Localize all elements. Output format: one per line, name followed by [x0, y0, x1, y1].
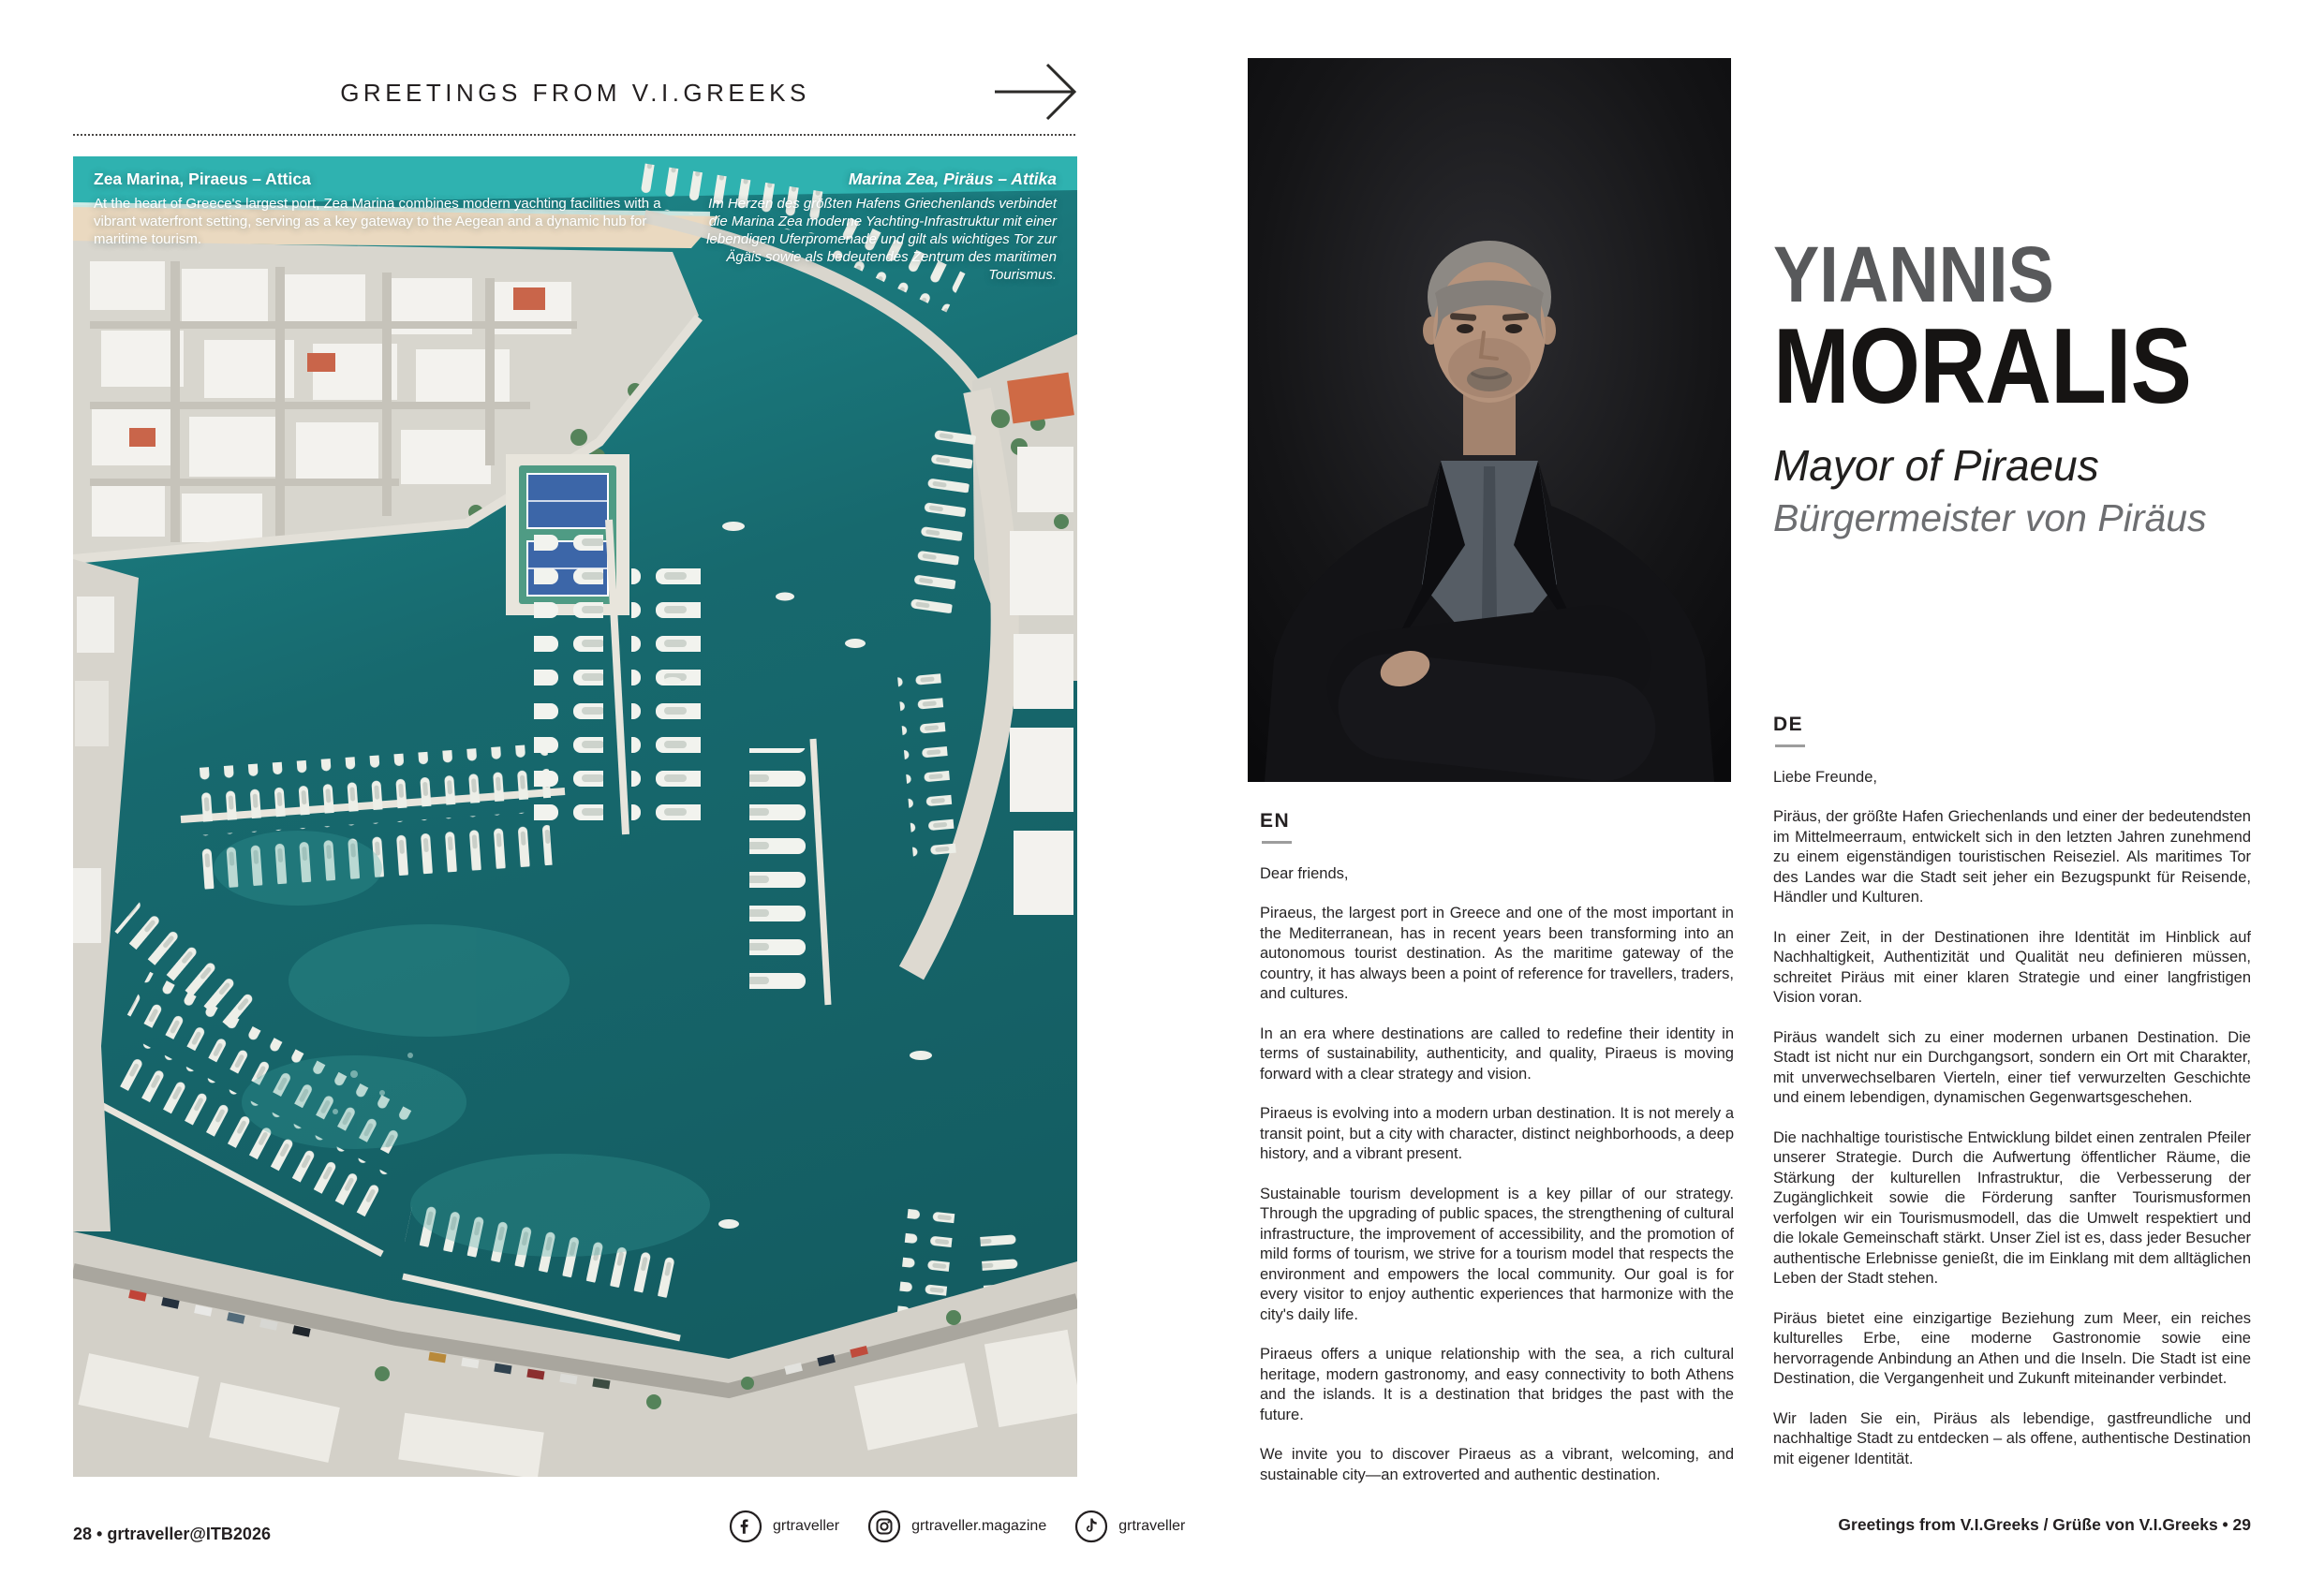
de-paragraph: Piräus wandelt sich zu einer modernen urbanen Destination. Die Stadt ist nicht nur ein Durchgangsort, sondern ein Ort mit Charakter, mit unverwechselbaren Vierteln, einer tief verwurzelten Geschichte und einem lebendigen, dynamischen Gegenwartsgeschehen.	[1773, 1028, 2251, 1106]
social-handles	[729, 1510, 1185, 1543]
marina-illustration	[73, 156, 1077, 1477]
letter-column-en	[1260, 811, 1734, 1505]
page-kicker: GREETINGS FROM V.I.GREEKS	[340, 79, 810, 107]
mayor-first-name: YIANNIS	[1773, 230, 2054, 318]
zea-marina-photo	[73, 156, 1077, 1477]
tiktok-handle: grtraveller	[1118, 1518, 1186, 1534]
letter-column-de	[1773, 715, 2251, 1489]
en-paragraph: Piraeus offers a unique relationship with the sea, a rich cultural heritage, modern gastronomy, and easy connectivity to both Athens and the islands. It is a destination that bridges the past with the future.	[1260, 1346, 1734, 1423]
en-paragraph: We invite you to discover Piraeus as a vibrant, welcoming, and sustainable city—an extroverted and authentic destination.	[1260, 1446, 1734, 1483]
instagram-icon	[867, 1510, 901, 1543]
de-label: DE	[1773, 714, 1804, 735]
footer-page-right: Greetings from V.I.Greeks / Grüße von V.I.Greeks • 29	[1838, 1515, 2251, 1534]
en-label-rule	[1262, 841, 1292, 844]
mayor-portrait-photo	[1248, 58, 1731, 782]
mayor-last-name: MORALIS	[1773, 307, 2192, 427]
tiktok-icon	[1074, 1510, 1108, 1543]
portrait-illustration	[1248, 58, 1731, 782]
en-paragraph: In an era where destinations are called to redefine their identity in terms of sustainability, authenticity, and quality, Piraeus is moving forward with a clear strategy and vision.	[1260, 1024, 1734, 1083]
caption-de-body: Im Herzen des größten Hafens Griechenlands verbindet die Marina Zea moderne Yachting-Infrastruktur mit einer lebendigen Uferpromenade und gilt als wichtiges Tor zur Ägäis sowie als bedeutendes Zentrum des maritimen Tourismus.	[706, 196, 1057, 283]
en-label: EN	[1260, 810, 1291, 832]
en-paragraph: Piraeus, the largest port in Greece and one of the most important in the Mediterranean, has in recent years been transforming into an autonomous tourist destination. As the maritime gateway of the country, it has always been a point of reference for travellers, traders, and cultures.	[1260, 905, 1734, 1002]
de-label-rule	[1775, 744, 1805, 747]
de-paragraph: Piräus, der größte Hafen Griechenlands und einer der bedeutendsten im Mittelmeerraum, entwickelt sich in den letzten Jahren zunehmend zu einem eigenständigen touristischen Reiseziel. Als maritimes Tor des Landes war die Stadt seit jeher ein Bezugspunkt für Reisende, Händler und Kulturen.	[1773, 808, 2251, 906]
caption-de-title: Marina Zea, Piräus – Attika	[848, 169, 1057, 188]
caption-en-body: At the heart of Greece's largest port, Zea Marina combines modern yachting facilities with a vibrant waterfront setting, serving as a key gateway to the Aegean and a dynamic hub for maritime tourism.	[94, 196, 661, 247]
de-paragraph: Piräus bietet eine einzigartige Beziehung zum Meer, ein reiches kulturelles Erbe, eine moderne Gastronomie sowie eine hervorragende Anbindung an Athen und die Inseln. Die Stadt ist eine Destination, die Vergangenheit und Zukunft miteinander verbindet.	[1773, 1309, 2251, 1387]
instagram-handle: grtraveller.magazine	[911, 1518, 1047, 1534]
mayor-role-en: Mayor of Piraeus	[1773, 440, 2099, 490]
en-paragraph: Piraeus is evolving into a modern urban destination. It is not merely a transit point, but a city with character, distinct neighborhoods, a deep history, and a vibrant present.	[1260, 1105, 1734, 1162]
de-paragraph: Wir laden Sie ein, Piräus als lebendige, gastfreundliche und nachhaltige Stadt zu entdecken – als offene, authentische Destination mit eigener Identität.	[1773, 1409, 2251, 1467]
de-paragraph: In einer Zeit, in der Destinationen ihre Identität im Hinblick auf Nachhaltigkeit, Authentizität und Qualität neu definieren müssen, schreitet Piräus mit einer klaren Strategie und einer langfristigen Vision voran.	[1773, 928, 2251, 1006]
photo-caption-en	[94, 169, 698, 248]
de-paragraph: Die nachhaltige touristische Entwicklung bildet einen zentralen Pfeiler unserer Strategie. Durch die Aufwertung öffentlicher Räume, die Stärkung der kulturellen Infrastruktur, die Verbesserung der Zugänglichkeit sowie die Förderung sanfter Tourismusformen verfolgen wir ein Tourismusmodell, das die Umwelt respektiert und die lokale Gemeinschaft stärkt. Unser Ziel ist es, dass jeder Besucher authentische Erlebnisse genießt, die im Einklang mit dem alltäglichen Leben der Stadt stehen.	[1773, 1128, 2251, 1287]
social-tiktok	[1074, 1510, 1185, 1543]
right-arrow-icon	[989, 54, 1083, 125]
header-divider	[73, 134, 1075, 136]
facebook-handle: grtraveller	[773, 1518, 840, 1534]
mayor-role-de: Bürgermeister von Piräus	[1773, 495, 2207, 539]
social-instagram	[867, 1510, 1046, 1543]
caption-en-title: Zea Marina, Piraeus – Attica	[94, 169, 311, 188]
facebook-icon	[729, 1510, 762, 1543]
photo-caption-de	[687, 169, 1057, 284]
en-salutation: Dear friends,	[1260, 864, 1349, 882]
mayor-title-block	[1773, 230, 2298, 540]
footer-page-left: 28 • grtraveller@ITB2026	[73, 1525, 271, 1543]
de-salutation: Liebe Freunde,	[1773, 768, 1877, 786]
social-facebook	[729, 1510, 839, 1543]
en-paragraph: Sustainable tourism development is a key pillar of our strategy. Through the upgrading of public spaces, the strengthening of cultural infrastructure, the improvement of accessibility, and the promotion of mild forms of tourism, we strive for a tourism model that respects the environment and empowers the local community. Our goal is for every visitor to enjoy authentic experiences that harmonize with the city's daily life.	[1260, 1185, 1734, 1323]
